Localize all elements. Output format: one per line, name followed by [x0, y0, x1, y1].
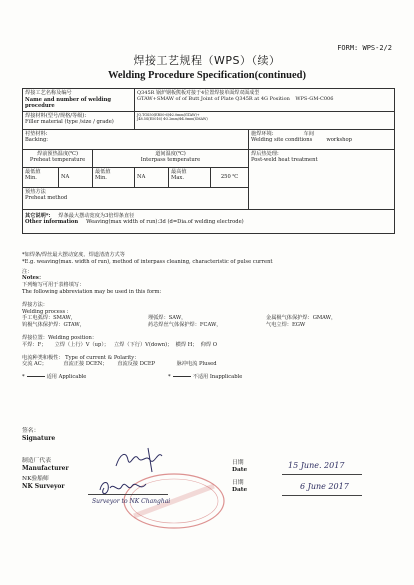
filler-value-1: JQ.TGS50(ER50-6)Φ2.0mm(GTAW)+ — [137, 112, 200, 117]
surveyor-label-en: NK Surveyor — [22, 483, 65, 490]
surveyor-note: Surveyor to NK Changhai — [92, 498, 171, 505]
row-procedure-name — [23, 89, 395, 112]
process-label-cn: 焊接方法： — [22, 301, 48, 308]
date-block-1 — [232, 460, 247, 474]
pwht-label-cn: 焊后热处理: — [251, 150, 279, 157]
manufacturer-date-line — [282, 474, 362, 475]
inapplicable-label: 不适用 Inapplicable — [192, 374, 243, 381]
other-label-en: Other information — [25, 219, 79, 226]
title-chinese: 焊接工艺规程（WPS）（续） — [133, 54, 281, 67]
filler-label-cn: 焊接材料(型号/规格/等级): — [25, 112, 87, 119]
date-block-2 — [232, 480, 247, 494]
other-value-cn: 焊条最大摆动宽度为3倍焊条直径 — [58, 212, 135, 219]
notes-label-cn: 注： — [22, 268, 33, 275]
date-label-cn-2: 日期 — [232, 480, 244, 486]
preheat-min-en: Min. — [25, 175, 37, 182]
date-label-cn-1: 日期 — [232, 460, 244, 466]
name-label-cn: 焊接工艺名称及编号 — [25, 90, 72, 96]
signature-label-cn: 签名： — [22, 428, 40, 434]
interpass-label-en: Interpass temperature — [140, 157, 201, 164]
preheat-label-cn: 焊前预热温度(℃) — [37, 150, 78, 157]
row-other-information — [23, 209, 395, 233]
interpass-min-cn: 最低值 — [95, 168, 111, 175]
interpass-max-cn: 最高值 — [171, 168, 187, 175]
legend-row — [22, 374, 394, 381]
preheat-method-cn: 预热方法 — [25, 188, 46, 195]
surveyor-label-cn: NK验船师 — [22, 476, 49, 482]
process-fcaw: 药芯焊丝气体保护焊：FCAW， — [148, 322, 222, 329]
applicable-label: 适用 Applicable — [46, 374, 87, 381]
surveyor-date-line — [282, 495, 362, 496]
procedure-code: WPS-GM-C006 — [295, 96, 334, 103]
interpass-max-en: Max. — [171, 175, 185, 182]
filler-label-en: Filler material (type /size / grade) — [25, 119, 114, 126]
site-label-cn: 施焊环境: — [251, 130, 274, 137]
name-value-cn: Q345R 锅炉钢板熊板对接于4位置焊接单面焊双面成型 — [137, 90, 260, 96]
backing-label-cn: 衬垫材料: — [25, 130, 48, 137]
footnote-en: *E.g. weaving(max. width of run), method of interpass cleaning, characteristic of pulse current — [22, 258, 273, 265]
name-value-en: GTAW+SMAW of of Butt Joint of Plate Q345R at 4G Position — [137, 96, 290, 103]
preheat-label-en: Preheat temperature — [29, 157, 86, 164]
name-label-en: Name and number of welding procedure — [25, 96, 111, 110]
row-backing — [23, 129, 395, 149]
site-value-en: workshop — [326, 137, 352, 144]
preheat-method-en: Preheat method — [25, 195, 68, 202]
process-gmaw: 金属极气体保护焊：GMAW， — [266, 315, 337, 322]
process-gtaw: 钨极气体保护焊：GTAW， — [22, 322, 85, 329]
form-number: FORM: WPS-2/2 — [337, 44, 392, 52]
footnote-cn: *如焊条/焊丝最大摆动宽度、焊道清渣方式等 — [22, 252, 125, 258]
surveyor-block — [22, 476, 65, 490]
applicable-mark-icon: * — [22, 374, 25, 381]
other-label-cn: 其它说明*: — [25, 212, 51, 219]
filler-value-2: J48.5S(E5016) Φ3.2mm/Φ4.0mm(SMAW) — [137, 117, 208, 122]
site-value-cn: 车间 — [303, 130, 314, 137]
process-saw: 埋弧焊：SAW， — [148, 315, 187, 322]
process-smaw: 手工电弧焊：SMAW， — [22, 315, 77, 322]
manufacturer-label-cn: 制造厂代表 — [22, 458, 51, 464]
process-label-en: Welding process : — [22, 308, 69, 315]
inapplicable-mark-icon: * — [168, 374, 171, 381]
preheat-min-cn: 最低值 — [25, 168, 41, 175]
process-egw: 气电立焊：EGW — [266, 322, 306, 329]
signature-heading — [22, 428, 55, 442]
row-filler — [23, 111, 395, 129]
signature-label-en: Signature — [22, 435, 56, 442]
current-list: 交流 AC； 直流正接 DCEN； 直流反接 DCEP 脉冲电流 Plused — [22, 361, 217, 368]
abbreviation-en: The following abbreviation may be used in this form: — [22, 288, 162, 295]
manufacturer-signature-icon — [112, 446, 172, 474]
surveyor-date-value: 6 June 2017 — [300, 482, 349, 491]
manufacturer-block — [22, 458, 69, 472]
wps-table — [22, 88, 395, 234]
manufacturer-label-en: Manufacturer — [22, 465, 69, 472]
abbreviation-cn: 下列缩写可用于表格填写： — [22, 282, 85, 289]
interpass-max-value: 250 ℃ — [220, 173, 239, 180]
notes-section — [22, 252, 394, 381]
interpass-min-value: NA — [137, 173, 146, 180]
manufacturer-date-value: 15 June. 2017 — [288, 461, 345, 470]
other-value-en: Weaving(max width of run):3d (d=Dia.of welding electrode) — [86, 219, 244, 226]
surveyor-signature-line — [88, 494, 168, 495]
site-label-en: Welding site conditions — [251, 137, 313, 144]
current-label: 电流种类和极性： Type of current & Polarity： — [22, 354, 140, 361]
row-temperature-headers — [23, 149, 395, 167]
process-row-2 — [22, 322, 394, 329]
date-label-en-1: Date — [232, 467, 248, 473]
interpass-label-cn: 道间温度(℃) — [155, 150, 186, 157]
preheat-min-value: NA — [61, 173, 70, 180]
backing-label-en: Backing: — [25, 137, 49, 144]
notes-label-en: Notes： — [22, 275, 45, 282]
pwht-label-en: Post-weld heat treatment — [251, 157, 318, 164]
interpass-min-en: Min. — [95, 175, 107, 182]
position-label: 焊接位置：Welding position： — [22, 334, 98, 341]
title-english: Welding Procedure Specification(continued) — [108, 70, 306, 81]
position-list: 平焊：F； 立焊（上行）V（up）； 立焊（下行）V(down)； 横焊 H； 仰焊 O — [22, 341, 217, 348]
date-label-en-2: Date — [232, 487, 248, 493]
